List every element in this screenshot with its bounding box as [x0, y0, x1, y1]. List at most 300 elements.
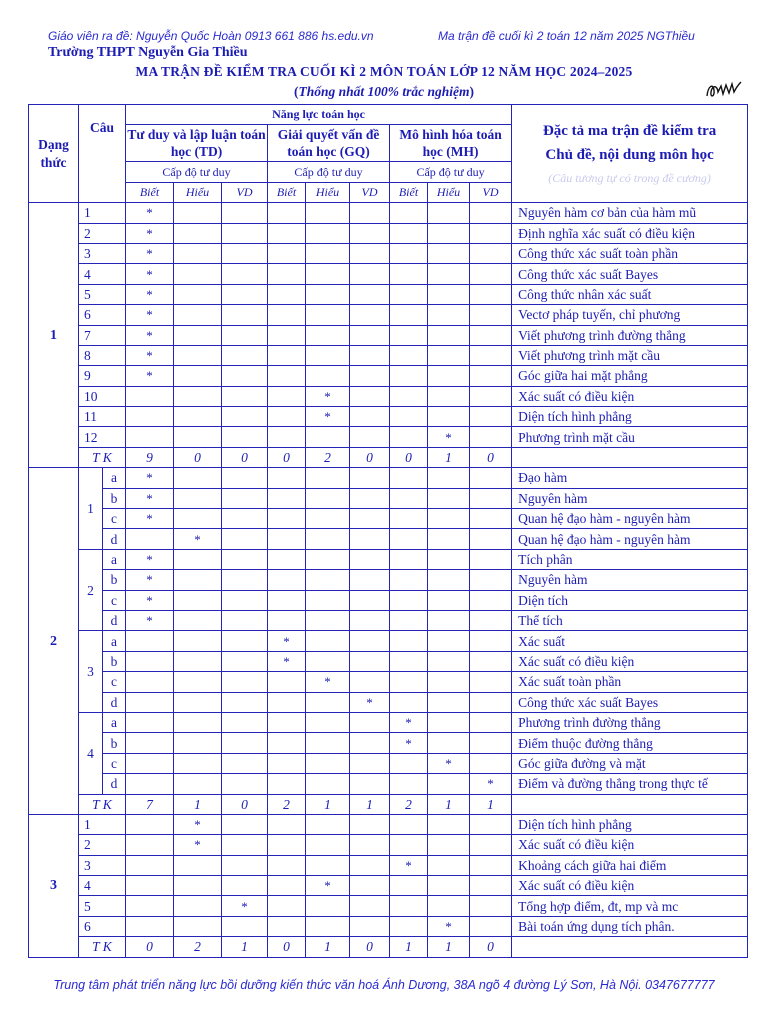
matrix-cell — [390, 345, 428, 365]
matrix-cell — [470, 243, 512, 263]
matrix-cell — [390, 366, 428, 386]
matrix-cell — [350, 509, 390, 529]
matrix-cell — [268, 692, 306, 712]
matrix-cell — [350, 305, 390, 325]
table-row — [29, 814, 748, 834]
matrix-cell — [390, 386, 428, 406]
matrix-cell — [470, 733, 512, 753]
matrix-cell — [390, 692, 428, 712]
total-value: 1 — [428, 794, 470, 814]
matrix-cell — [350, 672, 390, 692]
total-value: 0 — [174, 447, 222, 467]
matrix-cell — [306, 712, 350, 732]
total-value: 9 — [126, 447, 174, 467]
matrix-cell — [470, 590, 512, 610]
matrix-cell — [350, 610, 390, 630]
question-number: 4 — [79, 876, 126, 896]
total-value: 0 — [470, 937, 512, 957]
matrix-cell — [390, 896, 428, 916]
matrix-cell — [350, 916, 390, 936]
sub-question-letter: d — [103, 692, 126, 712]
total-value: 1 — [350, 794, 390, 814]
matrix-mark: * — [126, 325, 174, 345]
matrix-cell — [470, 610, 512, 630]
topic-description: Xác suất có điều kiện — [512, 651, 748, 671]
matrix-cell — [390, 264, 428, 284]
matrix-cell — [470, 427, 512, 447]
matrix-cell — [470, 753, 512, 773]
matrix-cell — [350, 427, 390, 447]
matrix-cell — [222, 733, 268, 753]
matrix-cell — [428, 631, 470, 651]
header-document-name: Ma trận đề cuối kì 2 toán 12 năm 2025 NGThiều — [438, 29, 695, 43]
sub-question-letter: c — [103, 590, 126, 610]
matrix-cell — [268, 610, 306, 630]
matrix-cell — [222, 672, 268, 692]
matrix-mark: * — [390, 855, 428, 875]
matrix-mark: * — [126, 203, 174, 223]
matrix-cell — [222, 855, 268, 875]
matrix-cell — [428, 672, 470, 692]
matrix-cell — [428, 203, 470, 223]
matrix-cell — [174, 407, 222, 427]
matrix-cell — [222, 692, 268, 712]
matrix-cell — [306, 631, 350, 651]
matrix-cell — [222, 366, 268, 386]
matrix-cell — [222, 284, 268, 304]
table-row — [29, 631, 748, 651]
matrix-cell — [174, 264, 222, 284]
matrix-cell — [390, 325, 428, 345]
page-subtitle — [0, 84, 768, 100]
matrix-cell — [268, 916, 306, 936]
table-row — [29, 712, 748, 732]
matrix-cell — [222, 835, 268, 855]
matrix-mark: * — [428, 753, 470, 773]
topic-description: Viết phương trình đường thẳng — [512, 325, 748, 345]
matrix-cell — [222, 407, 268, 427]
matrix-cell — [174, 774, 222, 794]
matrix-cell — [470, 692, 512, 712]
matrix-cell — [306, 855, 350, 875]
table-row — [29, 610, 748, 630]
matrix-cell — [306, 733, 350, 753]
matrix-mark: * — [126, 549, 174, 569]
matrix-mark: * — [306, 386, 350, 406]
matrix-mark: * — [126, 610, 174, 630]
total-value: 0 — [126, 937, 174, 957]
total-empty-cell — [512, 447, 748, 467]
question-number: 3 — [79, 855, 126, 875]
matrix-cell — [174, 488, 222, 508]
table-row — [29, 345, 748, 365]
sub-question-letter: d — [103, 774, 126, 794]
question-number: 3 — [79, 631, 103, 713]
matrix-cell — [174, 345, 222, 365]
total-value: 0 — [350, 447, 390, 467]
total-value: 1 — [470, 794, 512, 814]
matrix-cell — [350, 549, 390, 569]
topic-description: Diện tích hình phẳng — [512, 407, 748, 427]
column-header-question: Câu — [79, 105, 126, 203]
matrix-cell — [428, 549, 470, 569]
matrix-cell — [428, 610, 470, 630]
topic-description: Công thức xác suất Bayes — [512, 264, 748, 284]
total-empty-cell — [512, 794, 748, 814]
sub-question-letter: b — [103, 733, 126, 753]
matrix-cell — [470, 896, 512, 916]
matrix-cell — [174, 896, 222, 916]
topic-description: Góc giữa hai mặt phẳng — [512, 366, 748, 386]
matrix-cell — [428, 692, 470, 712]
matrix-cell — [174, 610, 222, 630]
matrix-cell — [268, 264, 306, 284]
matrix-cell — [306, 896, 350, 916]
topic-description: Xác suất có điều kiện — [512, 835, 748, 855]
question-form-label: 2 — [29, 468, 79, 815]
matrix-cell — [390, 223, 428, 243]
level-header-biet: Biết — [268, 182, 306, 202]
matrix-cell — [306, 325, 350, 345]
matrix-mark: * — [428, 427, 470, 447]
matrix-cell — [222, 610, 268, 630]
matrix-cell — [350, 814, 390, 834]
matrix-cell — [306, 284, 350, 304]
matrix-cell — [174, 427, 222, 447]
matrix-mark: * — [126, 345, 174, 365]
total-value: 1 — [222, 937, 268, 957]
matrix-cell — [174, 651, 222, 671]
matrix-cell — [390, 651, 428, 671]
level-header-hieu: Hiểu — [428, 182, 470, 202]
matrix-cell — [428, 876, 470, 896]
topic-description: Quan hệ đạo hàm - nguyên hàm — [512, 509, 748, 529]
matrix-cell — [428, 264, 470, 284]
matrix-cell — [470, 549, 512, 569]
matrix-cell — [470, 814, 512, 834]
matrix-cell — [390, 243, 428, 263]
question-number: 9 — [79, 366, 126, 386]
topic-description: Nguyên hàm — [512, 488, 748, 508]
matrix-cell — [350, 876, 390, 896]
matrix-mark: * — [126, 366, 174, 386]
matrix-mark: * — [470, 774, 512, 794]
matrix-cell — [268, 284, 306, 304]
level-header-hieu: Hiểu — [306, 182, 350, 202]
topic-description: Nguyên hàm — [512, 570, 748, 590]
matrix-cell — [470, 305, 512, 325]
matrix-cell — [470, 325, 512, 345]
matrix-mark: * — [306, 672, 350, 692]
matrix-cell — [470, 264, 512, 284]
matrix-cell — [268, 774, 306, 794]
matrix-cell — [306, 753, 350, 773]
total-value: 2 — [306, 447, 350, 467]
matrix-cell — [126, 407, 174, 427]
matrix-cell — [268, 223, 306, 243]
matrix-cell — [390, 284, 428, 304]
total-label: T K — [79, 794, 126, 814]
sub-question-letter: a — [103, 712, 126, 732]
sub-question-letter: c — [103, 753, 126, 773]
sub-question-letter: c — [103, 509, 126, 529]
matrix-cell — [390, 774, 428, 794]
matrix-cell — [174, 203, 222, 223]
matrix-cell — [428, 814, 470, 834]
matrix-cell — [390, 876, 428, 896]
matrix-cell — [306, 345, 350, 365]
matrix-mark: * — [126, 590, 174, 610]
matrix-cell — [428, 835, 470, 855]
table-row — [29, 753, 748, 773]
table-row — [29, 733, 748, 753]
matrix-cell — [350, 590, 390, 610]
topic-description: Xác suất — [512, 631, 748, 651]
topic-description: Góc giữa đường và mặt — [512, 753, 748, 773]
matrix-cell — [222, 488, 268, 508]
matrix-cell — [268, 325, 306, 345]
topic-description: Nguyên hàm cơ bản của hàm mũ — [512, 203, 748, 223]
topic-description: Bài toán ứng dụng tích phân. — [512, 916, 748, 936]
matrix-mark: * — [126, 468, 174, 488]
matrix-cell — [222, 814, 268, 834]
matrix-cell — [390, 814, 428, 834]
matrix-cell — [428, 223, 470, 243]
matrix-cell — [428, 366, 470, 386]
matrix-mark: * — [268, 631, 306, 651]
matrix-cell — [306, 774, 350, 794]
matrix-mark: * — [174, 814, 222, 834]
matrix-cell — [222, 570, 268, 590]
matrix-cell — [306, 203, 350, 223]
matrix-cell — [470, 366, 512, 386]
total-row — [29, 794, 748, 814]
subtitle-close-paren: ) — [469, 84, 475, 99]
page-title: MA TRẬN ĐỀ KIỂM TRA CUỐI KÌ 2 MÔN TOÁN LỚP 12 NĂM HỌC 2024–2025 — [135, 64, 633, 79]
matrix-cell — [174, 733, 222, 753]
matrix-cell — [470, 407, 512, 427]
math-competency-header: Năng lực toán học — [126, 105, 512, 125]
competency-group-td: Tư duy và lập luận toán học (TD) — [126, 125, 268, 162]
matrix-cell — [306, 223, 350, 243]
matrix-cell — [126, 712, 174, 732]
matrix-cell — [350, 407, 390, 427]
total-value: 1 — [306, 937, 350, 957]
matrix-cell — [306, 305, 350, 325]
table-row — [29, 570, 748, 590]
total-value: 2 — [174, 937, 222, 957]
matrix-cell — [306, 570, 350, 590]
matrix-mark: * — [126, 223, 174, 243]
matrix-cell — [350, 631, 390, 651]
sub-question-letter: d — [103, 529, 126, 549]
matrix-cell — [174, 672, 222, 692]
total-row — [29, 447, 748, 467]
matrix-cell — [350, 753, 390, 773]
matrix-cell — [222, 305, 268, 325]
question-form-label: 1 — [29, 203, 79, 468]
matrix-cell — [390, 672, 428, 692]
total-value: 0 — [222, 794, 268, 814]
question-number: 11 — [79, 407, 126, 427]
matrix-cell — [470, 916, 512, 936]
matrix-mark: * — [126, 264, 174, 284]
matrix-mark: * — [126, 305, 174, 325]
table-row — [29, 876, 748, 896]
matrix-cell — [268, 427, 306, 447]
matrix-cell — [306, 529, 350, 549]
matrix-cell — [222, 774, 268, 794]
table-row — [29, 835, 748, 855]
matrix-cell — [268, 305, 306, 325]
table-row — [29, 529, 748, 549]
matrix-cell — [268, 529, 306, 549]
matrix-cell — [174, 916, 222, 936]
matrix-cell — [390, 610, 428, 630]
matrix-mark: * — [268, 651, 306, 671]
matrix-mark: * — [306, 876, 350, 896]
level-header-biet: Biết — [126, 182, 174, 202]
matrix-cell — [428, 774, 470, 794]
matrix-cell — [350, 835, 390, 855]
matrix-cell — [306, 243, 350, 263]
matrix-cell — [268, 876, 306, 896]
specification-note: (Câu tương tự có trong đề cương) — [548, 171, 711, 185]
matrix-mark: * — [126, 284, 174, 304]
question-number: 1 — [79, 203, 126, 223]
matrix-cell — [174, 243, 222, 263]
matrix-cell — [126, 427, 174, 447]
matrix-mark: * — [126, 488, 174, 508]
specification-subtitle: Chủ đề, nội dung môn học — [545, 147, 714, 163]
matrix-cell — [428, 325, 470, 345]
table-row — [29, 549, 748, 569]
matrix-cell — [306, 366, 350, 386]
matrix-cell — [350, 203, 390, 223]
matrix-mark: * — [390, 733, 428, 753]
question-number: 2 — [79, 835, 126, 855]
matrix-cell — [268, 712, 306, 732]
matrix-cell — [306, 509, 350, 529]
question-number: 5 — [79, 896, 126, 916]
total-value: 1 — [174, 794, 222, 814]
topic-description: Diện tích hình phẳng — [512, 814, 748, 834]
matrix-cell — [470, 570, 512, 590]
matrix-cell — [306, 651, 350, 671]
matrix-cell — [126, 855, 174, 875]
matrix-cell — [174, 753, 222, 773]
matrix-cell — [222, 345, 268, 365]
matrix-cell — [268, 386, 306, 406]
matrix-cell — [174, 509, 222, 529]
matrix-cell — [126, 692, 174, 712]
matrix-cell — [222, 590, 268, 610]
assessment-matrix-table — [28, 104, 748, 958]
matrix-cell — [470, 855, 512, 875]
matrix-cell — [428, 468, 470, 488]
matrix-cell — [428, 896, 470, 916]
matrix-cell — [306, 468, 350, 488]
column-header-form: Dạng thức — [29, 105, 79, 203]
matrix-cell — [174, 712, 222, 732]
table-row — [29, 468, 748, 488]
matrix-cell — [350, 243, 390, 263]
matrix-cell — [268, 672, 306, 692]
matrix-cell — [174, 468, 222, 488]
matrix-cell — [390, 509, 428, 529]
subtitle-text: Thống nhất 100% trắc nghiệm — [298, 84, 470, 99]
matrix-cell — [174, 366, 222, 386]
matrix-cell — [470, 468, 512, 488]
table-row — [29, 509, 748, 529]
matrix-cell — [470, 651, 512, 671]
thinking-level-header: Cấp độ tư duy — [126, 162, 268, 182]
table-row — [29, 774, 748, 794]
table-row — [29, 590, 748, 610]
question-number: 5 — [79, 284, 126, 304]
matrix-cell — [390, 203, 428, 223]
question-number: 12 — [79, 427, 126, 447]
matrix-cell — [390, 407, 428, 427]
matrix-mark: * — [306, 407, 350, 427]
signature-mark — [704, 78, 744, 102]
matrix-cell — [174, 876, 222, 896]
matrix-cell — [428, 386, 470, 406]
topic-description: Điểm thuộc đường thẳng — [512, 733, 748, 753]
level-header-vd: VD — [470, 182, 512, 202]
topic-description: Diện tích — [512, 590, 748, 610]
table-row — [29, 651, 748, 671]
matrix-cell — [222, 264, 268, 284]
topic-description: Tổng hợp điểm, đt, mp và mc — [512, 896, 748, 916]
matrix-cell — [268, 896, 306, 916]
topic-description: Xác suất toàn phần — [512, 672, 748, 692]
sub-question-letter: a — [103, 549, 126, 569]
matrix-cell — [268, 855, 306, 875]
topic-description: Tích phân — [512, 549, 748, 569]
matrix-cell — [174, 284, 222, 304]
table-row — [29, 203, 748, 223]
matrix-cell — [306, 590, 350, 610]
sub-question-letter: a — [103, 468, 126, 488]
matrix-mark: * — [126, 570, 174, 590]
matrix-cell — [268, 509, 306, 529]
topic-description: Công thức xác suất Bayes — [512, 692, 748, 712]
matrix-cell — [174, 549, 222, 569]
matrix-cell — [306, 916, 350, 936]
matrix-cell — [126, 876, 174, 896]
competency-group-gq: Giải quyết vấn đề toán học (GQ) — [268, 125, 390, 162]
topic-description: Khoảng cách giữa hai điểm — [512, 855, 748, 875]
matrix-cell — [126, 814, 174, 834]
question-number: 2 — [79, 223, 126, 243]
sub-question-letter: c — [103, 672, 126, 692]
matrix-cell — [222, 549, 268, 569]
matrix-cell — [268, 468, 306, 488]
matrix-cell — [470, 345, 512, 365]
matrix-cell — [428, 305, 470, 325]
topic-description: Xác suất có điều kiện — [512, 876, 748, 896]
table-row — [29, 386, 748, 406]
matrix-cell — [222, 203, 268, 223]
matrix-cell — [350, 468, 390, 488]
topic-description: Vectơ pháp tuyến, chỉ phương — [512, 305, 748, 325]
matrix-cell — [350, 325, 390, 345]
matrix-cell — [174, 692, 222, 712]
total-value: 2 — [390, 794, 428, 814]
thinking-level-header: Cấp độ tư duy — [268, 162, 390, 182]
question-number: 3 — [79, 243, 126, 263]
